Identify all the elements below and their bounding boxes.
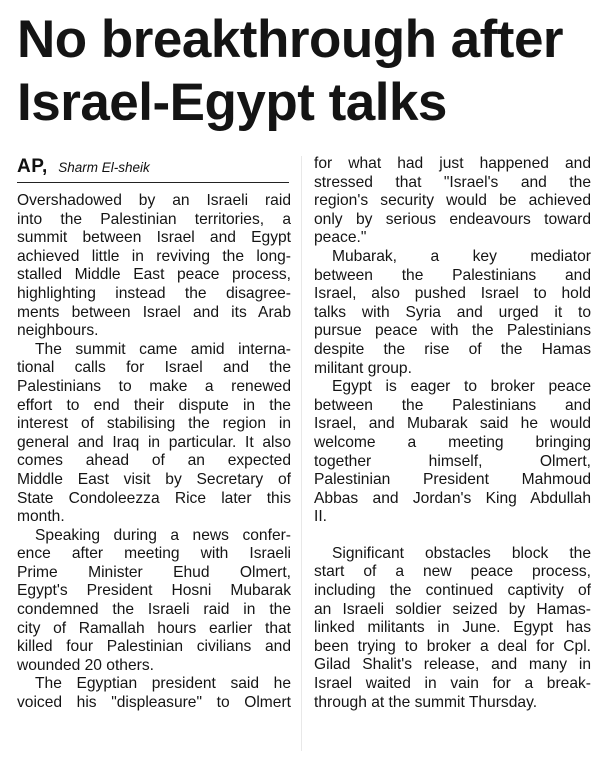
text-line: linked militants in June. Egypt has bbox=[314, 619, 591, 637]
text-line: wounded 20 others. bbox=[17, 656, 154, 674]
text-line: effort to end their dispute in the bbox=[17, 396, 291, 414]
text-line: The summit came amid interna- bbox=[35, 340, 291, 358]
text-line: killed four Palestinian civilians and bbox=[17, 638, 291, 656]
text-line: State Condoleezza Rice later this bbox=[17, 489, 291, 507]
paragraph bbox=[314, 155, 591, 248]
paragraph bbox=[17, 675, 291, 712]
text-line: pursue peace with the Palestinians bbox=[314, 322, 591, 340]
text-line: Overshadowed by an Israeli raid bbox=[17, 192, 291, 209]
paragraph bbox=[17, 341, 291, 527]
text-line: voiced his "displeasure" to Olmert bbox=[17, 694, 291, 712]
text-line: Israel, also pushed Israel to hold bbox=[314, 285, 591, 303]
byline bbox=[17, 156, 289, 183]
text-line: stalled Middle East peace process, bbox=[17, 266, 291, 284]
text-line: despite the rise of the Hamas bbox=[314, 340, 591, 358]
text-line: summit between Israel and Egypt bbox=[17, 229, 291, 247]
text-line: interest of stabilising the region in bbox=[17, 415, 291, 433]
text-line: tional calls for Israel and the bbox=[17, 359, 291, 377]
paragraph bbox=[17, 192, 291, 341]
paragraph bbox=[314, 545, 591, 712]
text-line: Israel, and Mubarak said he would bbox=[314, 415, 591, 433]
text-line: Significant obstacles block the bbox=[332, 544, 591, 562]
text-line: Speaking during a news confer- bbox=[35, 526, 291, 544]
text-line: an Israeli soldier seized by Hamas- bbox=[314, 600, 591, 618]
text-line: highlighting instead the disagree- bbox=[17, 284, 291, 302]
text-line: month. bbox=[17, 508, 65, 526]
text-line: peace." bbox=[314, 229, 367, 247]
text-line: into the Palestinian territories, a bbox=[17, 210, 291, 228]
text-line: Palestinian President Mahmoud bbox=[314, 471, 591, 489]
text-line: together himself, Olmert, bbox=[314, 452, 591, 470]
text-line: general and Iraq in particular. It also bbox=[17, 433, 291, 451]
text-line: Palestinians to make a renewed bbox=[17, 377, 291, 395]
text-line: comes ahead of an expected bbox=[17, 452, 291, 470]
text-line: including the continued captivity of bbox=[314, 582, 591, 600]
text-line: Egypt's President Hosni Mubarak bbox=[17, 582, 291, 600]
text-line: Israel waited in vain for a break- bbox=[314, 675, 591, 693]
text-line: stressed that "Israel's and the bbox=[314, 173, 591, 191]
text-line: II. bbox=[314, 508, 327, 526]
text-line: Middle East visit by Secretary of bbox=[17, 470, 291, 488]
headline bbox=[17, 8, 607, 134]
text-line: only by serious endeavours toward bbox=[314, 210, 591, 228]
text-line: between the Palestinians and bbox=[314, 266, 591, 284]
text-line: talks with Syria and urged it to bbox=[314, 303, 591, 321]
text-line: Prime Minister Ehud Olmert, bbox=[17, 563, 291, 581]
text-line: The Egyptian president said he bbox=[35, 675, 291, 693]
text-line: ence after meeting with Israeli bbox=[17, 545, 291, 563]
article-column-left bbox=[17, 192, 291, 713]
byline-agency: AP, bbox=[17, 156, 48, 177]
text-line: achieved little in reviving the long- bbox=[17, 247, 291, 265]
text-line: ments between Israel and its Arab bbox=[17, 303, 291, 321]
text-line: Abbas and Jordan's King Abdullah bbox=[314, 489, 591, 507]
text-line: start of a new peace process, bbox=[314, 563, 591, 581]
text-line: neighbours. bbox=[17, 322, 99, 340]
paragraph bbox=[17, 527, 291, 676]
text-line: for what had just happened and bbox=[314, 155, 591, 172]
paragraph bbox=[314, 248, 591, 378]
text-line: militant group. bbox=[314, 359, 412, 377]
column-divider bbox=[301, 156, 302, 751]
paragraph bbox=[314, 378, 591, 527]
headline-line-2: Israel-Egypt talks bbox=[17, 73, 447, 132]
text-line: city of Ramallah hours earlier that bbox=[17, 619, 291, 637]
text-line: Gilad Shalit's release, and many in bbox=[314, 656, 591, 674]
text-line: been trying to broker a deal for Cpl. bbox=[314, 637, 591, 655]
text-line: welcome a meeting bringing bbox=[314, 433, 591, 451]
byline-dateline: Sharm El-sheik bbox=[58, 160, 150, 175]
headline-line-1: No breakthrough after bbox=[17, 10, 564, 69]
text-line: Egypt is eager to broker peace bbox=[332, 378, 591, 396]
text-line: through at the summit Thursday. bbox=[314, 693, 538, 711]
text-line: between the Palestinians and bbox=[314, 396, 591, 414]
article-column-right bbox=[314, 155, 591, 712]
text-line: region's security would be achieved bbox=[314, 192, 591, 210]
text-line: Mubarak, a key mediator bbox=[332, 247, 591, 265]
text-line: condemned the Israeli raid in the bbox=[17, 601, 291, 619]
